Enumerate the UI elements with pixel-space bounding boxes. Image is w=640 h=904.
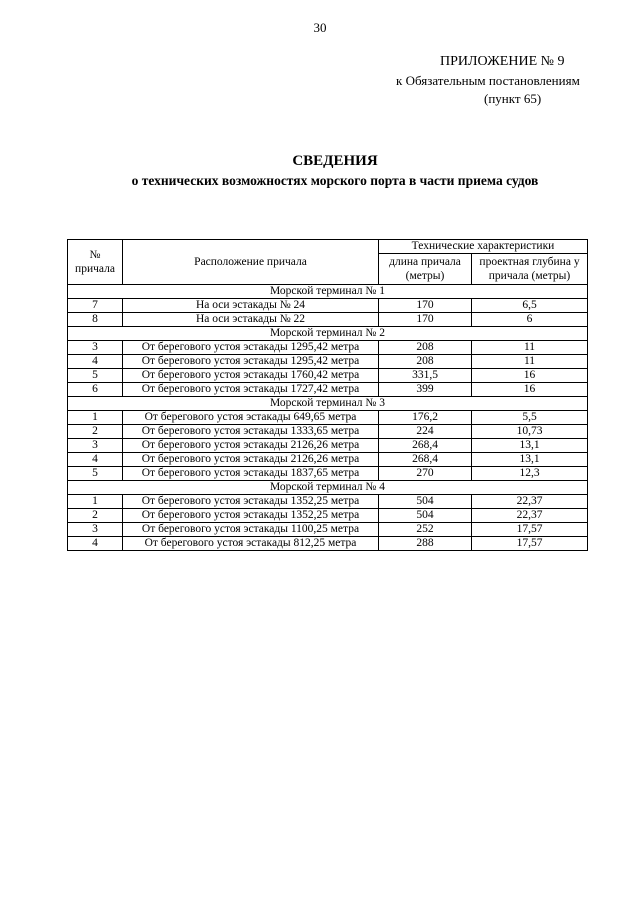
berth-depth: 22,37 (472, 509, 588, 523)
berth-number: 1 (68, 495, 123, 509)
terminal-name: Морской терминал № 3 (68, 397, 588, 411)
berth-location: От берегового устоя эстакады 812,25 метра (123, 537, 379, 551)
berth-length: 224 (379, 425, 472, 439)
berth-depth: 11 (472, 341, 588, 355)
berth-length: 268,4 (379, 453, 472, 467)
berth-length: 504 (379, 495, 472, 509)
table-row (68, 509, 588, 523)
berth-depth: 13,1 (472, 439, 588, 453)
appendix-point: (пункт 65) (484, 91, 542, 106)
berth-location: От берегового устоя эстакады 1760,42 метра (123, 369, 379, 383)
table-header (68, 240, 588, 285)
terminal-row (68, 327, 588, 341)
berth-length: 176,2 (379, 411, 472, 425)
header-number-sign: № (89, 249, 101, 261)
berths-table (67, 239, 588, 551)
header-berth-number (68, 240, 123, 285)
table-row (68, 299, 588, 313)
berth-depth: 17,57 (472, 523, 588, 537)
berth-length: 252 (379, 523, 472, 537)
berth-depth: 12,3 (472, 467, 588, 481)
berth-location: От берегового устоя эстакады 1295,42 метра (123, 355, 379, 369)
berth-number: 3 (68, 439, 123, 453)
terminal-name: Морской терминал № 4 (68, 481, 588, 495)
terminal-name: Морской терминал № 1 (68, 285, 588, 299)
table-row (68, 453, 588, 467)
table-row (68, 369, 588, 383)
document-subtitle: о технических возможностях морского порта в части приема судов (131, 173, 539, 188)
terminal-row (68, 285, 588, 299)
table-row (68, 439, 588, 453)
berth-location: От берегового устоя эстакады 2126,26 метра (123, 453, 379, 467)
berth-depth: 6 (472, 313, 588, 327)
berth-number: 5 (68, 369, 123, 383)
table-row (68, 537, 588, 551)
berth-depth: 22,37 (472, 495, 588, 509)
berth-number: 2 (68, 425, 123, 439)
table-row (68, 425, 588, 439)
berth-length: 170 (379, 299, 472, 313)
berth-length: 208 (379, 341, 472, 355)
berth-depth: 11 (472, 355, 588, 369)
berth-location: На оси эстакады № 22 (123, 313, 379, 327)
berth-length: 170 (379, 313, 472, 327)
berth-length: 504 (379, 509, 472, 523)
berth-number: 2 (68, 509, 123, 523)
berth-length: 288 (379, 537, 472, 551)
table-row (68, 313, 588, 327)
berth-number: 8 (68, 313, 123, 327)
berth-depth: 10,73 (472, 425, 588, 439)
berth-number: 4 (68, 453, 123, 467)
appendix-title: ПРИЛОЖЕНИЕ № 9 (440, 54, 565, 69)
berth-depth: 13,1 (472, 453, 588, 467)
berth-number: 7 (68, 299, 123, 313)
table-body (68, 285, 588, 551)
table-row (68, 341, 588, 355)
table-row (68, 411, 588, 425)
berth-location: От берегового устоя эстакады 1727,42 метра (123, 383, 379, 397)
berth-length: 208 (379, 355, 472, 369)
berth-location: От берегового устоя эстакады 1333,65 метра (123, 425, 379, 439)
berth-location: От берегового устоя эстакады 649,65 метра (123, 411, 379, 425)
header-number-label: причала (75, 263, 115, 275)
header-length: длина причала (метры) (379, 254, 472, 285)
berth-depth: 16 (472, 369, 588, 383)
berth-location: От берегового устоя эстакады 1352,25 метра (123, 509, 379, 523)
berth-length: 399 (379, 383, 472, 397)
berth-location: От берегового устоя эстакады 1352,25 метра (123, 495, 379, 509)
berth-number: 5 (68, 467, 123, 481)
table-row (68, 383, 588, 397)
header-characteristics: Технические характеристики (379, 240, 588, 254)
berth-number: 4 (68, 355, 123, 369)
berth-depth: 6,5 (472, 299, 588, 313)
page-number: 30 (313, 20, 327, 35)
berth-length: 268,4 (379, 439, 472, 453)
berth-depth: 16 (472, 383, 588, 397)
berth-number: 3 (68, 523, 123, 537)
terminal-row (68, 481, 588, 495)
terminal-name: Морской терминал № 2 (68, 327, 588, 341)
berth-length: 270 (379, 467, 472, 481)
table-row (68, 495, 588, 509)
berth-number: 3 (68, 341, 123, 355)
header-location: Расположение причала (123, 240, 379, 285)
appendix-reference: к Обязательным постановлениям (396, 73, 580, 88)
berth-location: От берегового устоя эстакады 2126,26 метра (123, 439, 379, 453)
berth-location: От берегового устоя эстакады 1100,25 метра (123, 523, 379, 537)
berth-location: На оси эстакады № 24 (123, 299, 379, 313)
berth-number: 4 (68, 537, 123, 551)
table-row (68, 523, 588, 537)
berth-location: От берегового устоя эстакады 1837,65 метра (123, 467, 379, 481)
berth-number: 6 (68, 383, 123, 397)
table-row (68, 355, 588, 369)
document-title: СВЕДЕНИЯ (292, 153, 378, 169)
berth-number: 1 (68, 411, 123, 425)
table-row (68, 467, 588, 481)
header-depth: проектная глубина у причала (метры) (472, 254, 588, 285)
terminal-row (68, 397, 588, 411)
berth-depth: 17,57 (472, 537, 588, 551)
berth-length: 331,5 (379, 369, 472, 383)
berth-location: От берегового устоя эстакады 1295,42 метра (123, 341, 379, 355)
berth-depth: 5,5 (472, 411, 588, 425)
